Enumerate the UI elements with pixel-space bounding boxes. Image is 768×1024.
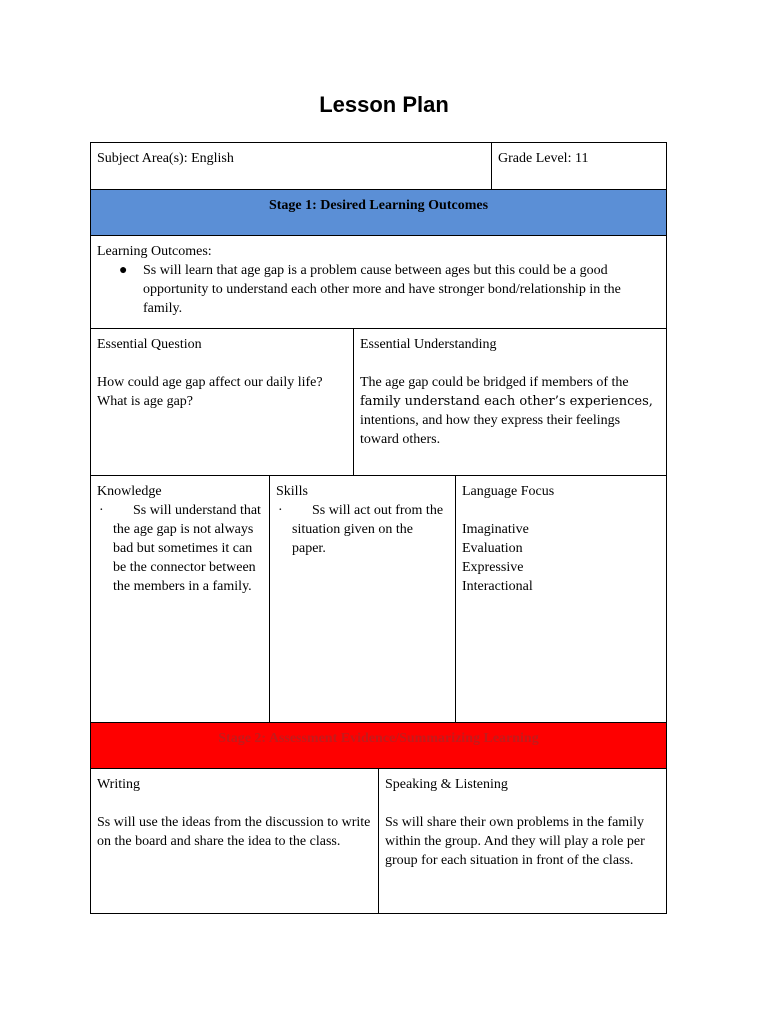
essential-understanding-cell (353, 328, 667, 476)
essential-understanding-line2: family understand each other’s experiences, (360, 394, 653, 409)
skills-cell (269, 475, 456, 723)
knowledge-label: Knowledge (97, 484, 162, 499)
grade-level-label: Grade Level: 11 (498, 151, 589, 166)
learning-outcomes-list (97, 261, 660, 318)
speaking-listening-text: Ss will share their own problems in the family within the group. And they will play a role per group for each situation in front of the class. (385, 815, 645, 868)
speaking-listening-label: Speaking & Listening (385, 777, 508, 792)
learning-outcomes-label: Learning Outcomes: (97, 244, 212, 259)
language-focus-item: Interactional (462, 579, 533, 594)
essential-understanding-rest: intentions, and how they express their feelings toward others. (360, 413, 621, 447)
knowledge-cell (90, 475, 270, 723)
bullet-icon: · (99, 503, 104, 518)
writing-label: Writing (97, 777, 140, 792)
list-item (97, 261, 660, 318)
grade-level-cell (491, 142, 667, 190)
essential-question-1: How could age gap affect our daily life? (97, 375, 323, 390)
writing-text: Ss will use the ideas from the discussion to write on the board and share the idea to the class. (97, 815, 371, 849)
essential-understanding-line1: The age gap could be bridged if members of the (360, 375, 629, 390)
skills-label: Skills (276, 484, 308, 499)
language-focus-cell (455, 475, 667, 723)
list-item (97, 501, 263, 596)
language-focus-item: Imaginative (462, 522, 529, 537)
language-focus-item: Expressive (462, 560, 524, 575)
language-focus-label: Language Focus (462, 484, 555, 499)
essential-question-label: Essential Question (97, 337, 202, 352)
subject-area-label: Subject Area(s): English (97, 151, 234, 166)
essential-question-2: What is age gap? (97, 394, 194, 409)
skills-text: Ss will act out from the situation given on the paper. (292, 503, 444, 556)
stage1-header (90, 189, 667, 236)
stage2-heading: Stage 2: Assessment Evidence/Summarizing Learning (218, 731, 539, 746)
writing-cell (90, 768, 379, 914)
learning-outcomes-cell (90, 235, 667, 329)
list-item (276, 501, 449, 558)
subject-area-cell (90, 142, 492, 190)
stage1-heading: Stage 1: Desired Learning Outcomes (268, 198, 489, 213)
bullet-icon: · (278, 503, 283, 518)
essential-understanding-label: Essential Understanding (360, 337, 497, 352)
speaking-listening-cell (378, 768, 667, 914)
learning-outcome-text: Ss will learn that age gap is a problem cause between ages but this could be a good opportunity to understand each other more and have stronger bond/relationship in the family. (143, 263, 621, 316)
bullet-icon: ● (119, 263, 128, 278)
language-focus-item: Evaluation (462, 541, 523, 556)
knowledge-text: Ss will understand that the age gap is not always bad but sometimes it can be the connector between the members in a family. (113, 503, 261, 594)
essential-question-cell (90, 328, 354, 476)
stage2-header (90, 722, 667, 769)
skills-list (276, 501, 449, 558)
knowledge-list (97, 501, 263, 596)
page-title: Lesson Plan (319, 92, 449, 117)
